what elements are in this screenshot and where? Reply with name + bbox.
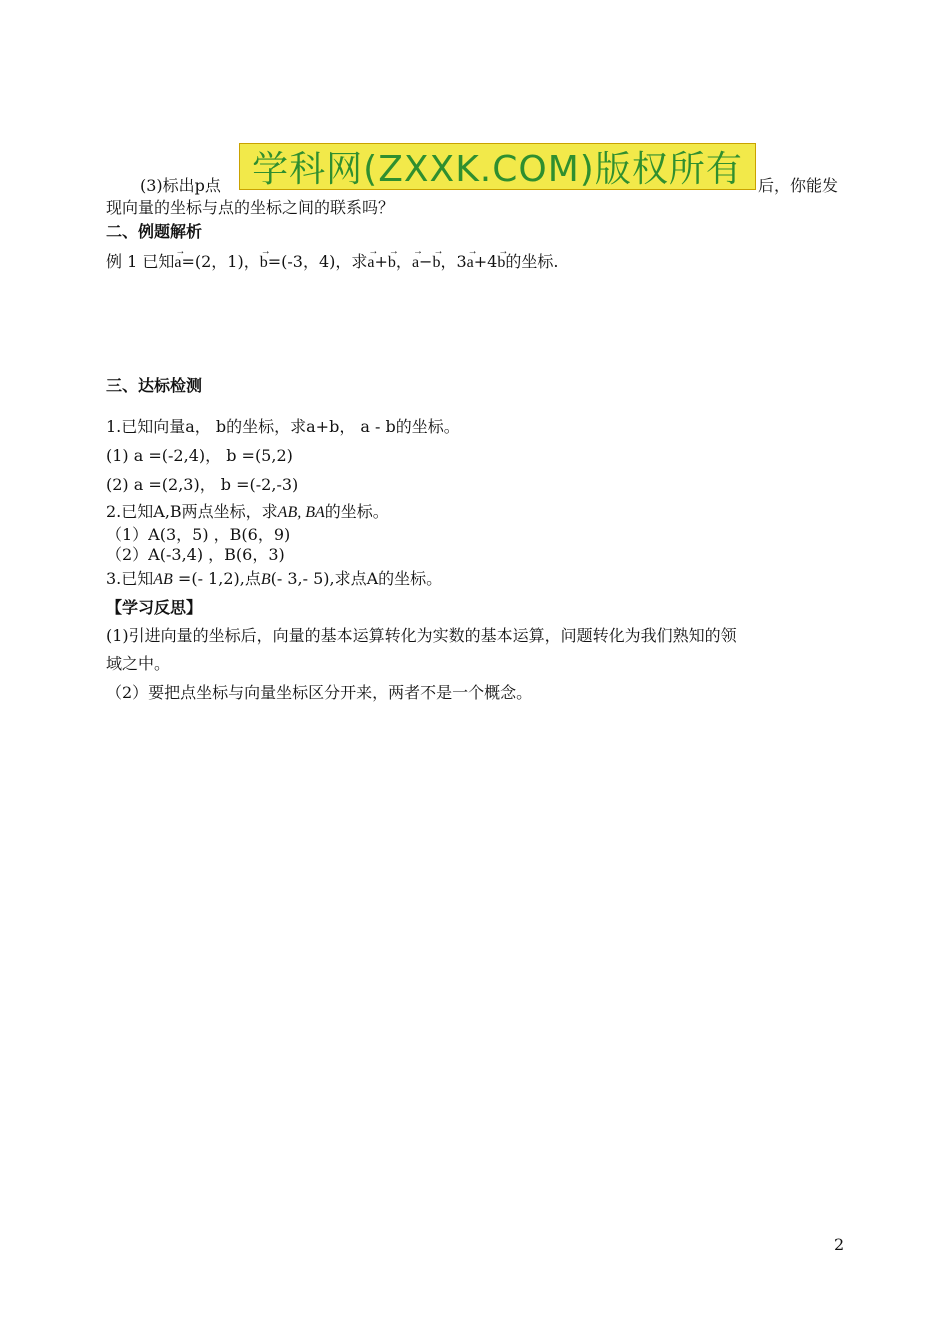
section-3-heading: 三、达标检测: [106, 376, 203, 395]
reflection-point-1-line-2: 域之中。: [106, 654, 171, 673]
diff-vector-b: → b: [432, 249, 440, 273]
reflection-point-1-line-1: (1)引进向量的坐标后，向量的基本运算转化为实数的基本运算，问题转化为我们熟知的领: [106, 626, 737, 645]
exercise-2-part-2: （2）A(-3,4) ，B(6，3): [106, 545, 285, 564]
reflection-point-2: （2）要把点坐标与向量坐标区分开来，两者不是一个概念。: [106, 683, 533, 702]
linear-vector-b: → b: [497, 249, 505, 273]
exercise-2-part-1: （1）A(3，5) ，B(6，9): [106, 525, 291, 544]
minus-sign: −: [419, 252, 433, 271]
exercise-3-point: B: [260, 571, 271, 588]
reflection-heading: 【学习反思】: [106, 598, 203, 617]
vector-b: → b: [260, 249, 268, 273]
exercise-3-text: [106, 569, 442, 590]
exercise-2-vectors: AB, BA: [277, 504, 325, 521]
exercise-3-suffix: 求点A的坐标。: [334, 569, 443, 588]
exercise-1-part-2: (2) a =(2,3)， b =(-2,-3): [106, 475, 299, 494]
vector-a-value: =(2，1)，: [181, 252, 260, 271]
exercise-3-vector: AB: [153, 571, 173, 588]
question-3-suffix: 后，你能发: [758, 176, 839, 195]
sum-vector-a: → a: [367, 249, 374, 273]
exercise-2-prefix: 2.已知A,B两点坐标，求: [106, 502, 278, 521]
exercise-2-suffix: 的坐标。: [324, 502, 389, 521]
separator-1: ，: [395, 252, 412, 271]
question-3-continuation: 现向量的坐标与点的坐标之间的联系吗？: [106, 198, 395, 217]
section-2-heading: 二、例题解析: [106, 222, 203, 241]
exercise-2-text: [106, 502, 389, 523]
diff-vector-a: → a: [412, 249, 419, 273]
vector-b-value: =(-3，4)，求: [267, 252, 368, 271]
sum-vector-b: → b: [388, 249, 396, 273]
example-1-label: 例 1 已知: [106, 252, 175, 271]
plus-sign: +: [374, 252, 388, 271]
exercise-1-text: 1.已知向量a， b的坐标，求a+b， a - b的坐标。: [106, 417, 460, 436]
example-1: [106, 249, 558, 273]
watermark-banner: [239, 143, 756, 190]
exercise-3-mid: =(- 1,2),点: [172, 569, 261, 588]
linear-vector-a: → a: [467, 249, 474, 273]
page-number: 2: [834, 1235, 845, 1254]
vector-a: → a: [174, 249, 181, 273]
plus-four: +4: [473, 252, 498, 271]
example-1-end: 的坐标.: [505, 252, 559, 271]
watermark-text: 学科网(ZXXK.COM)版权所有: [252, 149, 743, 190]
exercise-3-prefix: 3.已知: [106, 569, 154, 588]
question-3-prefix: (3)标出p点: [140, 176, 221, 195]
exercise-3-coord: (- 3,- 5),: [270, 569, 335, 588]
exercise-1-part-1: (1) a =(-2,4)， b =(5,2): [106, 446, 293, 465]
separator-2: ，3: [440, 252, 467, 271]
